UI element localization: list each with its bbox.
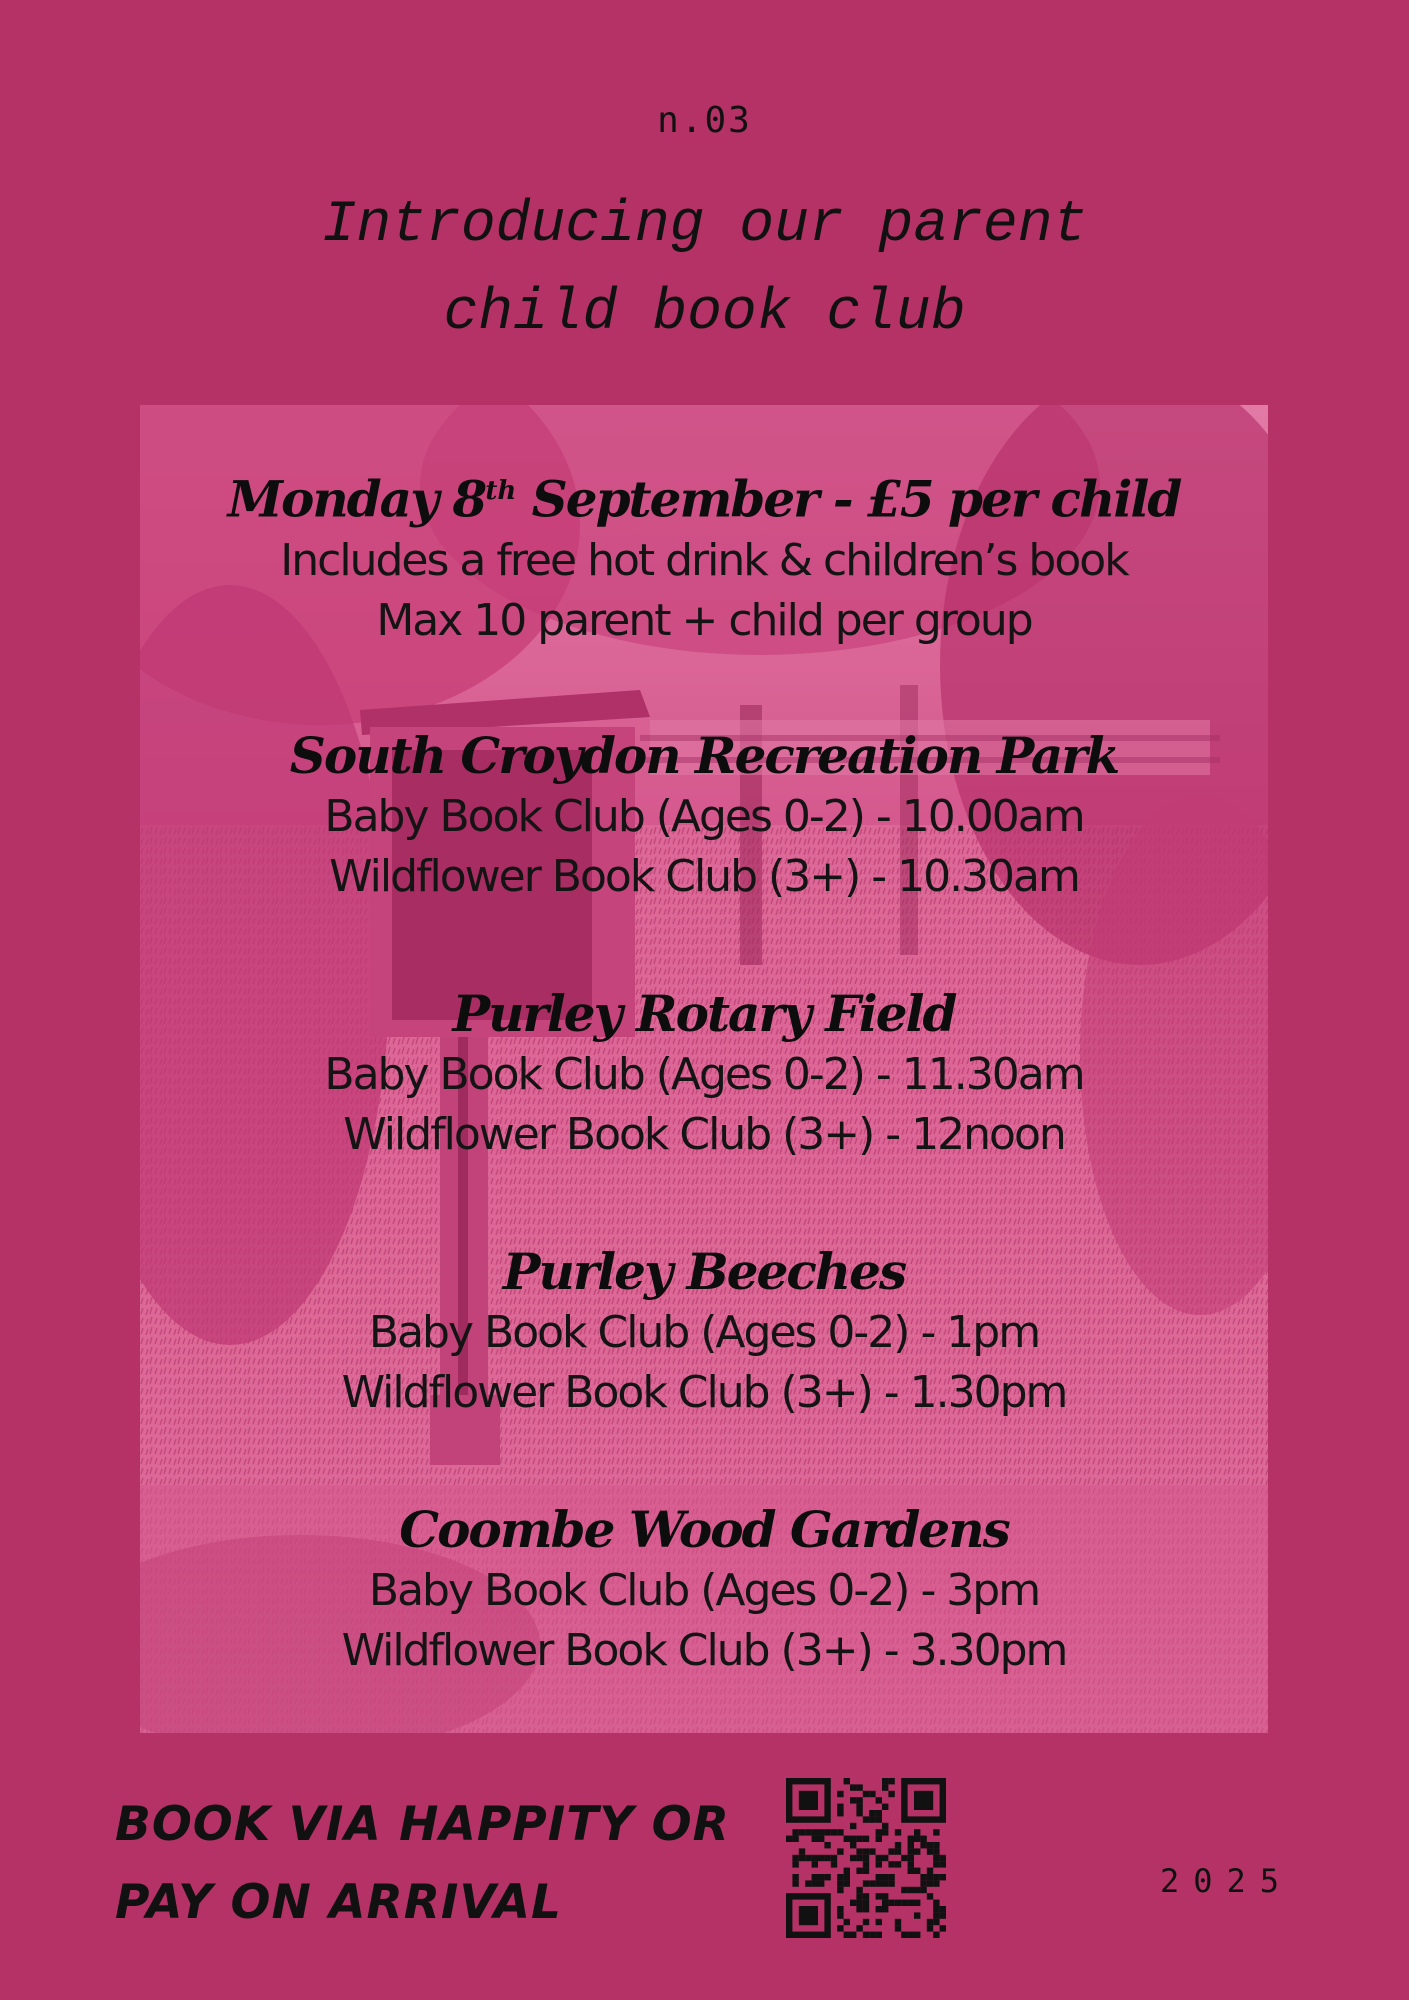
venue-block	[140, 1241, 1268, 1423]
event-title	[140, 460, 1268, 531]
venue-block	[140, 725, 1268, 907]
event-detail-max: Max 10 parent + child per group	[376, 594, 1032, 646]
event-block	[140, 460, 1268, 651]
headline	[0, 182, 1409, 358]
venue-wildflower-session: Wildflower Book Club (3+) - 3.30pm	[341, 1625, 1067, 1676]
venue-block	[140, 1499, 1268, 1681]
event-title-day: Monday 8	[227, 469, 486, 529]
venue-name: Coombe Wood Gardens	[399, 1500, 1009, 1559]
book-box-photo-panel	[140, 405, 1268, 1733]
venue-wildflower-session: Wildflower Book Club (3+) - 12noon	[343, 1109, 1065, 1160]
venue-name: Purley Rotary Field	[452, 984, 956, 1043]
headline-line-1: Introducing our parent	[321, 193, 1088, 258]
venue-block	[140, 983, 1268, 1165]
booking-callout	[115, 1786, 730, 1942]
venue-wildflower-session: Wildflower Book Club (3+) - 10.30am	[329, 851, 1079, 902]
year-label: 2025	[1160, 1862, 1294, 1900]
qr-code-graphic	[786, 1778, 946, 1938]
booking-line-2: PAY ON ARRIVAL	[115, 1875, 562, 1930]
venue-name: South Croydon Recreation Park	[289, 726, 1119, 785]
venue-name: Purley Beeches	[502, 1242, 906, 1301]
venue-baby-session: Baby Book Club (Ages 0-2) - 10.00am	[324, 791, 1084, 842]
event-title-rest: September - £5 per child	[516, 469, 1181, 529]
event-title-suffix: th	[485, 476, 517, 506]
qr-code-icon[interactable]	[786, 1778, 946, 1938]
venue-baby-session: Baby Book Club (Ages 0-2) - 11.30am	[324, 1049, 1084, 1100]
event-detail-drink: Includes a free hot drink & children’s book	[280, 534, 1128, 586]
issue-number: n.03	[657, 100, 752, 141]
venue-baby-session: Baby Book Club (Ages 0-2) - 3pm	[368, 1565, 1040, 1616]
booking-line-1: BOOK VIA HAPPITY OR	[115, 1797, 730, 1852]
headline-line-2: child book club	[443, 281, 966, 346]
venue-baby-session: Baby Book Club (Ages 0-2) - 1pm	[368, 1307, 1040, 1358]
venue-wildflower-session: Wildflower Book Club (3+) - 1.30pm	[341, 1367, 1067, 1418]
